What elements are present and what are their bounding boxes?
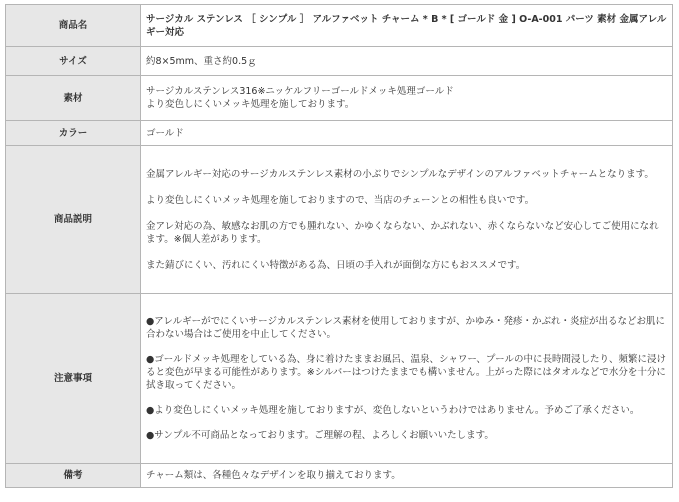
note-item: ●アレルギーがでにくいサージカルステンレス素材を使用しておりますが、かゆみ・発疹・かぶれ・炎症が出るなどお肌に合わない場合はご使用を中止してください。: [146, 316, 666, 340]
product-name-value: サージカル ステンレス ［ シンプル ］ アルファベット チャーム * B * [ ゴールド 金 ] O-A-001 パーツ 素材 金属アレルギー対応: [141, 5, 673, 47]
row-notes: [6, 294, 673, 464]
notes-value: [141, 294, 673, 464]
remarks-label: 備考: [6, 464, 141, 488]
product-spec-table: [5, 4, 673, 488]
row-size: [6, 47, 673, 76]
row-remarks: [6, 464, 673, 488]
description-label: 商品説明: [6, 146, 141, 294]
description-value: [141, 146, 673, 294]
product-name-label: 商品名: [6, 5, 141, 47]
note-item: ●ゴールドメッキ処理をしている為、身に着けたままお風呂、温泉、シャワー、プールの中に長時間浸したり、頻繁に浸けると変色が早まる可能性があります。※シルバーはつけたままでも構いません。上がった際にはタオルなどで水分を十分に拭き取ってください。: [146, 354, 666, 391]
row-product-name: [6, 5, 673, 47]
row-description: [6, 146, 673, 294]
row-color: [6, 121, 673, 146]
product-spec-container: [5, 4, 673, 488]
remarks-value: チャーム類は、各種色々なデザインを取り揃えております。: [141, 464, 673, 488]
color-label: カラー: [6, 121, 141, 146]
material-line: より変色しにくいメッキ処理を施しております。: [146, 99, 355, 110]
size-value: 約8×5mm、重さ約0.5ｇ: [141, 47, 673, 76]
description-paragraph: また錆びにくい、汚れにくい特徴がある為、日頃の手入れが面倒な方にもおススメです。: [146, 259, 526, 271]
material-value: [141, 76, 673, 121]
note-item: ●サンプル不可商品となっております。ご理解の程、よろしくお願いいたします。: [146, 430, 494, 441]
row-material: [6, 76, 673, 121]
material-label: 素材: [6, 76, 141, 121]
notes-label: 注意事項: [6, 294, 141, 464]
description-paragraph: 金アレ対応の為、敏感なお肌の方でも腫れない、かゆくならない、かぶれない、赤くならないなど安心してご使用になれます。※個人差があります。: [146, 220, 659, 245]
color-value: ゴールド: [141, 121, 673, 146]
description-paragraph: より変色しにくいメッキ処理を施しておりますので、当店のチェーンとの相性も良いです。: [146, 194, 535, 206]
material-line: サージカルステンレス316※ニッケルフリーゴールドメッキ処理ゴールド: [146, 86, 454, 97]
size-label: サイズ: [6, 47, 141, 76]
note-item: ●より変色しにくいメッキ処理を施しておりますが、変色しないというわけではありません。予めご了承ください。: [146, 405, 640, 416]
description-paragraph: 金属アレルギー対応のサージカルステンレス素材の小ぶりでシンプルなデザインのアルファベットチャームとなります。: [146, 168, 654, 180]
